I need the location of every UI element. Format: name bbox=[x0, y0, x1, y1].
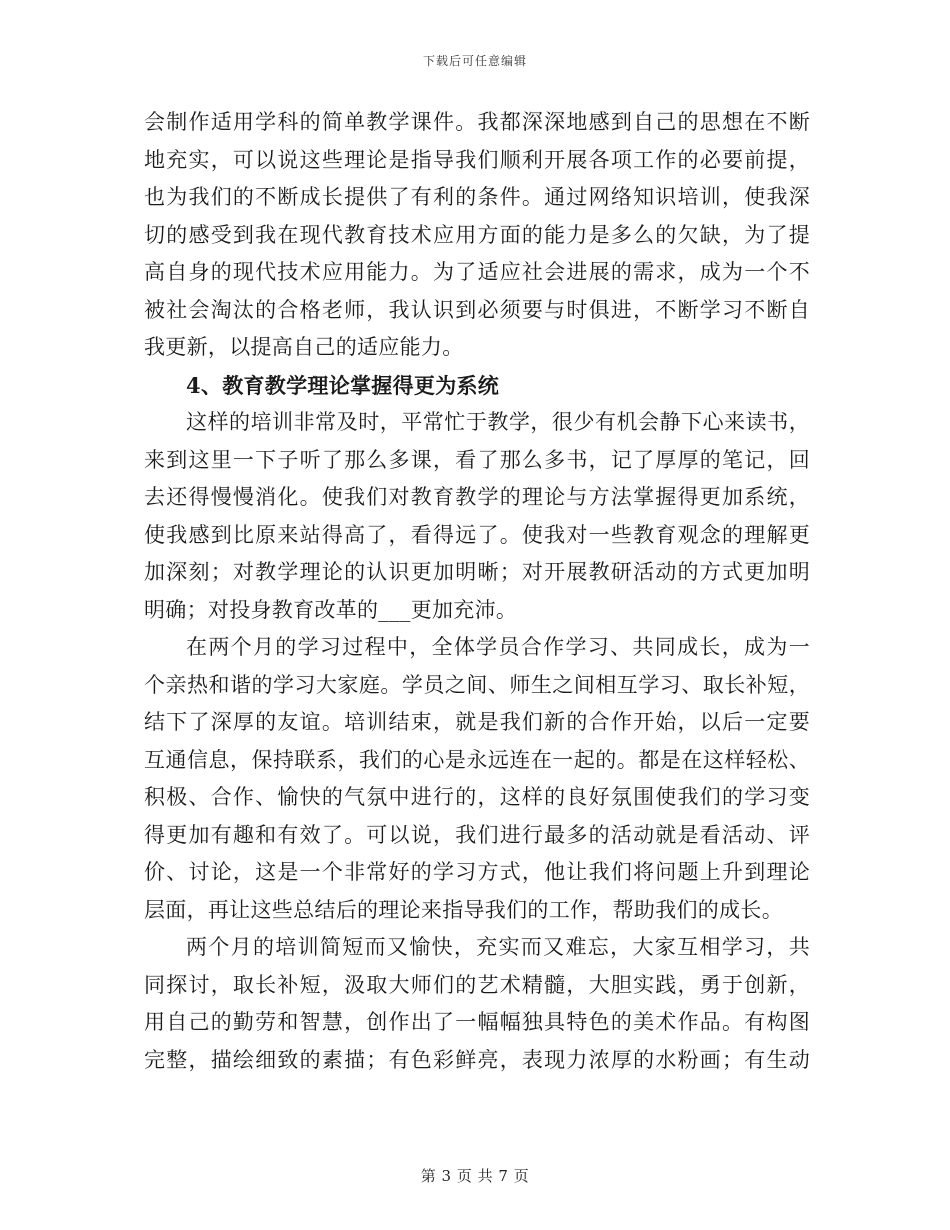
page-header: 下载后可任意编辑 bbox=[422, 54, 527, 68]
paragraph-4 bbox=[144, 929, 810, 1079]
text-line: 来到这里一下子听了那么多课，看了那么多书，记了厚厚的笔记，回 bbox=[144, 447, 810, 472]
text-line: 去还得慢慢消化。使我们对教育教学的理论与方法掌握得更加系统， bbox=[144, 485, 810, 509]
text-line: 会制作适用学科的简单教学课件。我都深深地感到自己的思想在不断 bbox=[144, 110, 810, 134]
paragraph-1 bbox=[144, 104, 810, 367]
text-line: 这样的培训非常及时，平常忙于教学，很少有机会静下心来读书， bbox=[186, 410, 810, 434]
text-line: 在两个月的学习过程中，全体学员合作学习、共同成长，成为一 bbox=[186, 635, 810, 659]
text-line: 两个月的培训简短而又愉快，充实而又难忘，大家互相学习，共 bbox=[186, 935, 810, 959]
text-line: 互通信息，保持联系，我们的心是永远连在一起的。都是在这样轻松、 bbox=[144, 747, 810, 772]
text-line: 得更加有趣和有效了。可以说，我们进行最多的活动就是看活动、评 bbox=[144, 822, 810, 847]
text-line: 切的感受到我在现代教育技术应用方面的能力是多么的欠缺，为了提 bbox=[144, 222, 810, 247]
paragraph-2 bbox=[144, 404, 810, 629]
text-line: 加深刻；对教学理论的认识更加明晰；对开展教研活动的方式更加明 bbox=[144, 560, 810, 584]
text-line: 同探讨，取长补短，汲取大师们的艺术精髓，大胆实践，勇于创新， bbox=[144, 972, 810, 997]
text-line: 使我感到比原来站得高了，看得远了。使我对一些教育观念的理解更 bbox=[144, 522, 810, 547]
text-line: 层面，再让这些总结后的理论来指导我们的工作，帮助我们的成长。 bbox=[144, 897, 783, 922]
text-line: 被社会淘汰的合格老师，我认识到必须要与时俱进，不断学习不断自 bbox=[144, 297, 810, 322]
text-line: 价、讨论，这是一个非常好的学习方式，他让我们将问题上升到理论 bbox=[144, 860, 810, 884]
text-line: 地充实，可以说这些理论是指导我们顺利开展各项工作的必要前提， bbox=[144, 147, 810, 172]
text-line: 高自身的现代技术应用能力。为了适应社会进展的需求，成为一个不 bbox=[144, 260, 810, 284]
paragraph-3 bbox=[144, 629, 810, 929]
section-heading: 4、教育教学理论掌握得更为系统 bbox=[186, 372, 500, 398]
text-line: 完整，描绘细致的素描；有色彩鲜亮，表现力浓厚的水粉画；有生动 bbox=[144, 1047, 810, 1072]
text-line: 积极、合作、愉快的气氛中进行的，这样的良好氛围使我们的学习变 bbox=[144, 785, 810, 809]
text-line: 结下了深厚的友谊。培训结束，就是我们新的合作开始，以后一定要 bbox=[144, 710, 810, 734]
page-number: 第 3 页 共 7 页 bbox=[420, 1167, 530, 1185]
text-line: 我更新，以提高自己的适应能力。 bbox=[144, 335, 464, 359]
document-body bbox=[144, 104, 810, 1079]
text-line: 也为我们的不断成长提供了有利的条件。通过网络知识培训，使我深 bbox=[144, 185, 810, 209]
text-line: 个亲热和谐的学习大家庭。学员之间、师生之间相互学习、取长补短， bbox=[144, 672, 810, 697]
text-line: 用自己的勤劳和智慧，创作出了一幅幅独具特色的美术作品。有构图 bbox=[144, 1010, 810, 1034]
text-line: 明确；对投身教育改革的___更加充沛。 bbox=[144, 597, 518, 622]
